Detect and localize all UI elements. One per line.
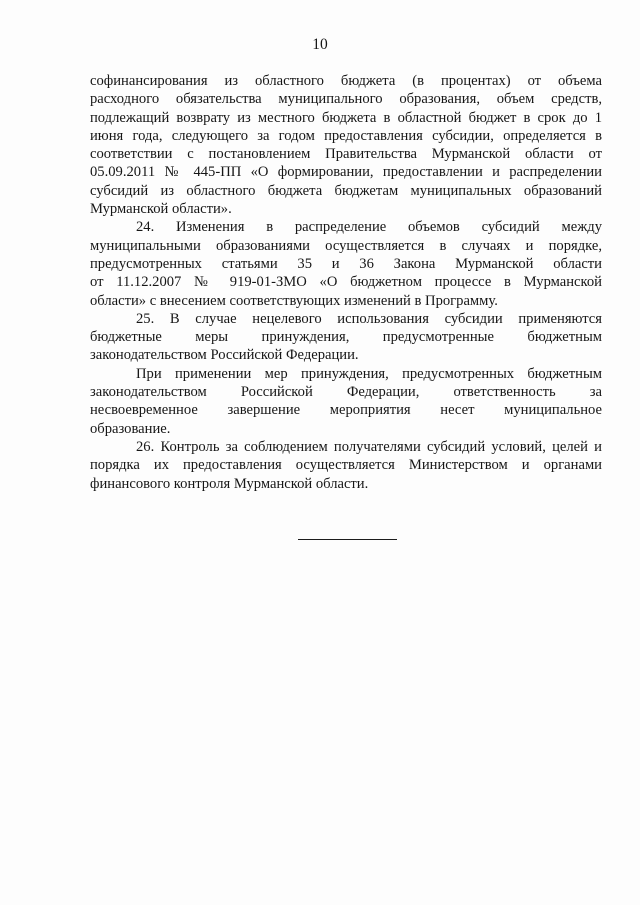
text-line: 05.09.2011 № 445-ПП «О формировании, предоставлении и распределении [90, 164, 602, 181]
paragraph-continuation [90, 72, 602, 218]
text-line: подлежащий возврату из местного бюджета в областной бюджет в срок до 1 [90, 109, 602, 126]
text-line: от 11.12.2007 № 919-01-ЗМО «О бюджетном процессе в Мурманской [90, 274, 602, 291]
text-line: муниципальными образованиями осуществляется в случаях и порядке, [90, 237, 602, 254]
text-line: финансового контроля Мурманской области. [90, 475, 369, 492]
text-line: софинансирования из областного бюджета (в процентах) от объема [90, 73, 602, 89]
paragraph-item-25 [90, 310, 602, 365]
text-line: 24. Изменения в распределение объемов субсидий между [136, 219, 602, 236]
text-line: При применении мер принуждения, предусмотренных бюджетным [136, 365, 602, 382]
text-line: несвоевременное завершение мероприятия несет муниципальное [90, 402, 602, 419]
text-line: июня года, следующего за годом предоставления субсидии, определяется в [90, 127, 602, 144]
document-body [90, 72, 602, 493]
text-line: области» с внесением соответствующих изменений в Программу. [90, 292, 498, 309]
end-separator-line [298, 539, 397, 540]
page-number: 10 [312, 36, 328, 53]
text-line: законодательством Российской Федерации. [90, 347, 359, 364]
text-line: Мурманской области». [90, 201, 232, 218]
text-line: расходного обязательства муниципального образования, объем средств, [90, 91, 602, 108]
text-line: законодательством Российской Федерации, ответственность за [90, 384, 602, 401]
paragraph-item-26 [90, 438, 602, 493]
text-line: соответствии с постановлением Правительства Мурманской области от [90, 146, 602, 163]
text-line: субсидий из областного бюджета бюджетам муниципальных образований [90, 182, 602, 199]
text-line: 25. В случае нецелевого использования субсидии применяются [136, 310, 602, 327]
paragraph-item-25-continued [90, 365, 602, 438]
text-line: 26. Контроль за соблюдением получателями субсидий условий, целей и [136, 438, 602, 455]
text-line: предусмотренных статьями 35 и 36 Закона Мурманской области [90, 255, 602, 272]
paragraph-item-24 [90, 218, 602, 309]
text-line: бюджетные меры принуждения, предусмотренные бюджетным [90, 329, 602, 346]
text-line: порядка их предоставления осуществляется Министерством и органами [90, 457, 602, 474]
text-line: образование. [90, 420, 171, 437]
